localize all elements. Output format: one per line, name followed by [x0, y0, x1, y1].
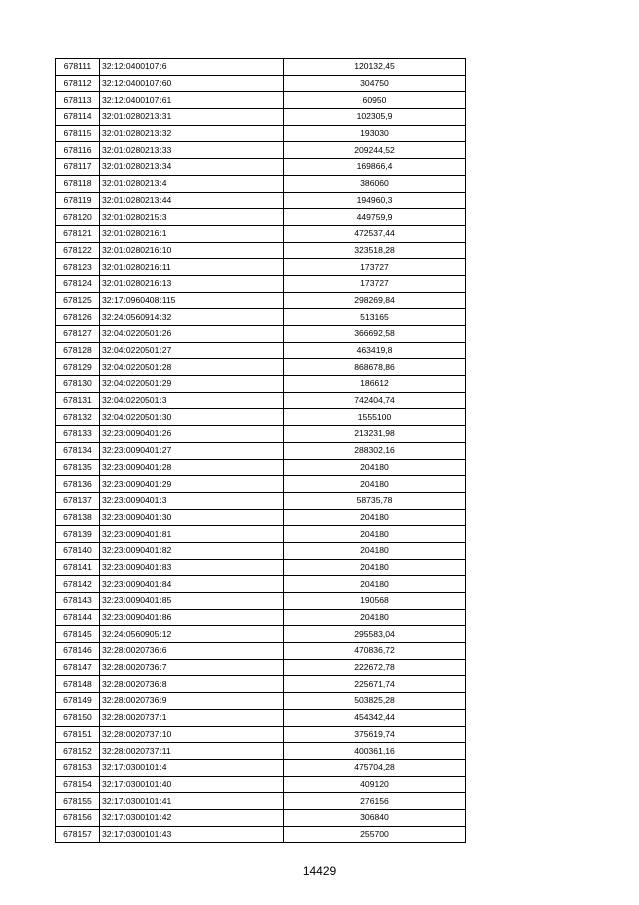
row-number-cell: 678157	[56, 826, 100, 843]
cadastral-number-cell: 32:01:0280216:10	[100, 242, 284, 259]
table-row	[56, 643, 466, 660]
row-number-cell: 678140	[56, 542, 100, 559]
row-number-cell: 678143	[56, 593, 100, 610]
table-row	[56, 175, 466, 192]
cadastral-number-cell: 32:01:0280213:33	[100, 142, 284, 159]
table-row	[56, 442, 466, 459]
row-number-cell: 678121	[56, 225, 100, 242]
cadastral-number-cell: 32:28:0020736:8	[100, 676, 284, 693]
cadastral-number-cell: 32:04:0220501:26	[100, 326, 284, 343]
value-cell: 295583,04	[284, 626, 466, 643]
table-row	[56, 209, 466, 226]
table-row	[56, 776, 466, 793]
cadastral-number-cell: 32:23:0090401:28	[100, 459, 284, 476]
value-cell: 190568	[284, 593, 466, 610]
table-row	[56, 376, 466, 393]
value-cell: 255700	[284, 826, 466, 843]
cadastral-number-cell: 32:23:0090401:84	[100, 576, 284, 593]
table-row	[56, 659, 466, 676]
table-row	[56, 392, 466, 409]
cadastral-number-cell: 32:01:0280213:4	[100, 175, 284, 192]
value-cell: 298269,84	[284, 292, 466, 309]
value-cell: 1555100	[284, 409, 466, 426]
row-number-cell: 678117	[56, 159, 100, 176]
cadastral-number-cell: 32:01:0280213:44	[100, 192, 284, 209]
row-number-cell: 678146	[56, 643, 100, 660]
data-table	[55, 58, 466, 843]
cadastral-number-cell: 32:01:0280213:31	[100, 109, 284, 126]
value-cell: 58735,78	[284, 492, 466, 509]
row-number-cell: 678152	[56, 743, 100, 760]
cadastral-number-cell: 32:04:0220501:30	[100, 409, 284, 426]
cadastral-number-cell: 32:01:0280213:34	[100, 159, 284, 176]
row-number-cell: 678154	[56, 776, 100, 793]
value-cell: 475704,28	[284, 759, 466, 776]
table-row	[56, 809, 466, 826]
value-cell: 400361,16	[284, 743, 466, 760]
cadastral-number-cell: 32:23:0090401:86	[100, 609, 284, 626]
page-number: 14429	[302, 864, 337, 878]
row-number-cell: 678111	[56, 59, 100, 76]
value-cell: 449759,9	[284, 209, 466, 226]
cadastral-number-cell: 32:01:0280215:3	[100, 209, 284, 226]
value-cell: 204180	[284, 459, 466, 476]
table-row	[56, 492, 466, 509]
cadastral-number-cell: 32:04:0220501:28	[100, 359, 284, 376]
value-cell: 209244,52	[284, 142, 466, 159]
cadastral-number-cell: 32:17:0300101:40	[100, 776, 284, 793]
cadastral-number-cell: 32:28:0020737:10	[100, 726, 284, 743]
cadastral-number-cell: 32:01:0280216:11	[100, 259, 284, 276]
cadastral-number-cell: 32:04:0220501:3	[100, 392, 284, 409]
value-cell: 386060	[284, 175, 466, 192]
value-cell: 409120	[284, 776, 466, 793]
value-cell: 304750	[284, 75, 466, 92]
value-cell: 173727	[284, 275, 466, 292]
row-number-cell: 678125	[56, 292, 100, 309]
cadastral-number-cell: 32:12:0400107:60	[100, 75, 284, 92]
value-cell: 306840	[284, 809, 466, 826]
row-number-cell: 678138	[56, 509, 100, 526]
cadastral-number-cell: 32:04:0220501:29	[100, 376, 284, 393]
value-cell: 213231,98	[284, 426, 466, 443]
row-number-cell: 678151	[56, 726, 100, 743]
cadastral-number-cell: 32:28:0020736:9	[100, 693, 284, 710]
cadastral-number-cell: 32:17:0300101:43	[100, 826, 284, 843]
table-row	[56, 693, 466, 710]
value-cell: 169866,4	[284, 159, 466, 176]
table-row	[56, 726, 466, 743]
row-number-cell: 678150	[56, 709, 100, 726]
value-cell: 120132,45	[284, 59, 466, 76]
value-cell: 288302,16	[284, 442, 466, 459]
cadastral-number-cell: 32:01:0280216:13	[100, 275, 284, 292]
row-number-cell: 678153	[56, 759, 100, 776]
table-row	[56, 626, 466, 643]
cadastral-number-cell: 32:24:0560905:12	[100, 626, 284, 643]
value-cell: 472537,44	[284, 225, 466, 242]
table-row	[56, 526, 466, 543]
row-number-cell: 678130	[56, 376, 100, 393]
table-row	[56, 609, 466, 626]
table-row	[56, 242, 466, 259]
table-row	[56, 75, 466, 92]
row-number-cell: 678123	[56, 259, 100, 276]
table-row	[56, 593, 466, 610]
table-row	[56, 259, 466, 276]
value-cell: 186612	[284, 376, 466, 393]
cadastral-number-cell: 32:23:0090401:85	[100, 593, 284, 610]
row-number-cell: 678148	[56, 676, 100, 693]
table-row	[56, 125, 466, 142]
row-number-cell: 678144	[56, 609, 100, 626]
value-cell: 204180	[284, 509, 466, 526]
value-cell: 204180	[284, 576, 466, 593]
table-row	[56, 309, 466, 326]
table-row	[56, 459, 466, 476]
table-row	[56, 409, 466, 426]
cadastral-number-cell: 32:28:0020736:7	[100, 659, 284, 676]
value-cell: 193030	[284, 125, 466, 142]
cadastral-number-cell: 32:23:0090401:81	[100, 526, 284, 543]
cadastral-number-cell: 32:23:0090401:27	[100, 442, 284, 459]
table-row	[56, 192, 466, 209]
cadastral-number-cell: 32:17:0300101:41	[100, 793, 284, 810]
row-number-cell: 678155	[56, 793, 100, 810]
value-cell: 102305,9	[284, 109, 466, 126]
table-row	[56, 275, 466, 292]
table-row	[56, 509, 466, 526]
value-cell: 204180	[284, 609, 466, 626]
cadastral-number-cell: 32:23:0090401:3	[100, 492, 284, 509]
table-row	[56, 709, 466, 726]
value-cell: 323518,28	[284, 242, 466, 259]
table-row	[56, 743, 466, 760]
table-row	[56, 826, 466, 843]
cadastral-number-cell: 32:17:0960408:115	[100, 292, 284, 309]
table-row	[56, 59, 466, 76]
row-number-cell: 678126	[56, 309, 100, 326]
row-number-cell: 678127	[56, 326, 100, 343]
table-row	[56, 559, 466, 576]
value-cell: 503825,28	[284, 693, 466, 710]
value-cell: 742404,74	[284, 392, 466, 409]
cadastral-number-cell: 32:23:0090401:82	[100, 542, 284, 559]
value-cell: 463419,8	[284, 342, 466, 359]
value-cell: 204180	[284, 542, 466, 559]
row-number-cell: 678156	[56, 809, 100, 826]
cadastral-number-cell: 32:28:0020737:1	[100, 709, 284, 726]
table-row	[56, 426, 466, 443]
table-row	[56, 326, 466, 343]
cadastral-number-cell: 32:01:0280216:1	[100, 225, 284, 242]
row-number-cell: 678112	[56, 75, 100, 92]
value-cell: 513165	[284, 309, 466, 326]
value-cell: 204180	[284, 526, 466, 543]
cadastral-number-cell: 32:17:0300101:4	[100, 759, 284, 776]
table-row	[56, 359, 466, 376]
table-row	[56, 576, 466, 593]
cadastral-number-cell: 32:23:0090401:26	[100, 426, 284, 443]
value-cell: 454342,44	[284, 709, 466, 726]
row-number-cell: 678122	[56, 242, 100, 259]
value-cell: 375619,74	[284, 726, 466, 743]
value-cell: 222672,78	[284, 659, 466, 676]
value-cell: 194960,3	[284, 192, 466, 209]
table-row	[56, 542, 466, 559]
cadastral-number-cell: 32:04:0220501:27	[100, 342, 284, 359]
row-number-cell: 678132	[56, 409, 100, 426]
cadastral-number-cell: 32:12:0400107:61	[100, 92, 284, 109]
row-number-cell: 678137	[56, 492, 100, 509]
value-cell: 204180	[284, 559, 466, 576]
row-number-cell: 678118	[56, 175, 100, 192]
row-number-cell: 678119	[56, 192, 100, 209]
row-number-cell: 678149	[56, 693, 100, 710]
cadastral-number-cell: 32:28:0020737:11	[100, 743, 284, 760]
row-number-cell: 678128	[56, 342, 100, 359]
cadastral-number-cell: 32:12:0400107:6	[100, 59, 284, 76]
row-number-cell: 678134	[56, 442, 100, 459]
table-row	[56, 676, 466, 693]
row-number-cell: 678147	[56, 659, 100, 676]
cadastral-number-cell: 32:23:0090401:83	[100, 559, 284, 576]
value-cell: 470836,72	[284, 643, 466, 660]
table-row	[56, 292, 466, 309]
cadastral-number-cell: 32:23:0090401:29	[100, 476, 284, 493]
cadastral-number-cell: 32:01:0280213:32	[100, 125, 284, 142]
row-number-cell: 678113	[56, 92, 100, 109]
row-number-cell: 678135	[56, 459, 100, 476]
row-number-cell: 678124	[56, 275, 100, 292]
value-cell: 225671,74	[284, 676, 466, 693]
cadastral-number-cell: 32:23:0090401:30	[100, 509, 284, 526]
table-row	[56, 793, 466, 810]
table-row	[56, 92, 466, 109]
value-cell: 868678,86	[284, 359, 466, 376]
table-row	[56, 109, 466, 126]
value-cell: 173727	[284, 259, 466, 276]
row-number-cell: 678114	[56, 109, 100, 126]
table-row	[56, 759, 466, 776]
value-cell: 276156	[284, 793, 466, 810]
value-cell: 60950	[284, 92, 466, 109]
value-cell: 204180	[284, 476, 466, 493]
row-number-cell: 678120	[56, 209, 100, 226]
row-number-cell: 678141	[56, 559, 100, 576]
table-row	[56, 476, 466, 493]
cadastral-number-cell: 32:28:0020736:6	[100, 643, 284, 660]
row-number-cell: 678142	[56, 576, 100, 593]
data-table-body	[56, 59, 466, 843]
row-number-cell: 678145	[56, 626, 100, 643]
value-cell: 366692,58	[284, 326, 466, 343]
table-row	[56, 159, 466, 176]
table-row	[56, 142, 466, 159]
row-number-cell: 678115	[56, 125, 100, 142]
row-number-cell: 678131	[56, 392, 100, 409]
row-number-cell: 678129	[56, 359, 100, 376]
cadastral-number-cell: 32:24:0560914:32	[100, 309, 284, 326]
table-row	[56, 342, 466, 359]
row-number-cell: 678136	[56, 476, 100, 493]
cadastral-number-cell: 32:17:0300101:42	[100, 809, 284, 826]
row-number-cell: 678139	[56, 526, 100, 543]
row-number-cell: 678116	[56, 142, 100, 159]
table-row	[56, 225, 466, 242]
row-number-cell: 678133	[56, 426, 100, 443]
